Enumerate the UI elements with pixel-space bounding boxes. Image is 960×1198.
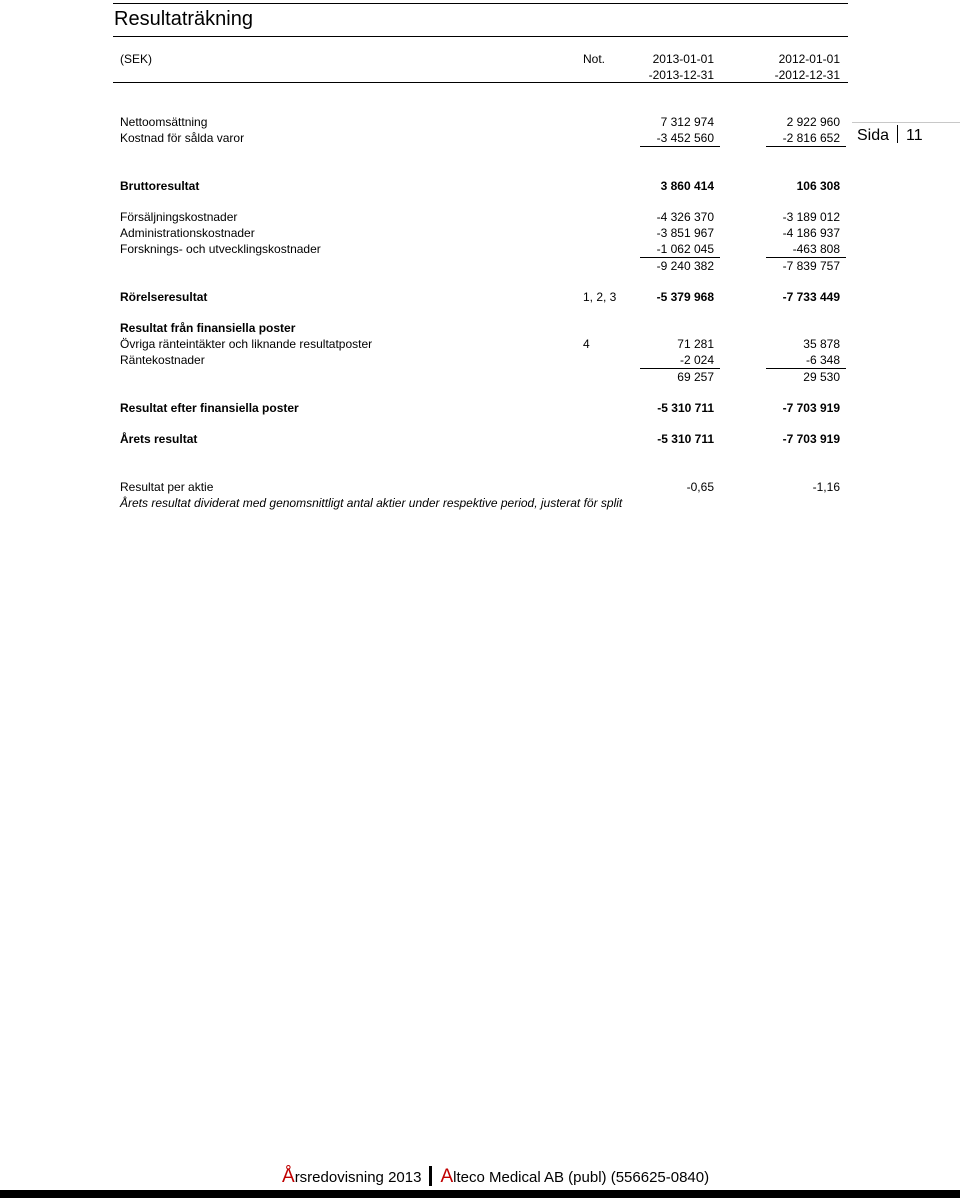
- row-label-forskningskostnader: Forsknings- och utvecklingskostnader: [120, 242, 321, 256]
- note-ref-ranteintakter: 4: [583, 337, 590, 351]
- row-label-arets-resultat: Årets resultat: [120, 432, 198, 446]
- top-rule: [113, 3, 848, 4]
- value-2013-subtotal-costs: -9 240 382: [656, 259, 714, 273]
- value-2013-forskningskostnader: -1 062 045: [656, 242, 714, 256]
- value-2013-resultat-efter-finansiella: -5 310 711: [657, 401, 714, 415]
- title-rule: [113, 36, 848, 37]
- row-label-forsaljningskostnader: Försäljningskostnader: [120, 210, 238, 224]
- per-share-footnote: Årets resultat dividerat med genomsnittligt antal aktier under respektive period, justerat för split: [120, 496, 623, 510]
- value-2012-ranteintakter: 35 878: [803, 337, 840, 351]
- sum-rule: [766, 146, 846, 147]
- value-2012-kostnad: -2 816 652: [782, 131, 840, 145]
- value-2013-rantekostnader: -2 024: [679, 353, 714, 367]
- note-column-header: Not.: [583, 52, 606, 66]
- period-2013-start: 2013-01-01: [652, 52, 714, 66]
- value-2013-rorelseresultat: -5 379 968: [656, 290, 714, 304]
- value-2012-forsaljningskostnader: -3 189 012: [782, 210, 840, 224]
- row-label-ranteintakter: Övriga ränteintäkter och liknande resultatposter: [120, 337, 373, 351]
- value-2012-bruttoresultat: 106 308: [796, 179, 840, 193]
- value-2013-ranteintakter: 71 281: [677, 337, 714, 351]
- footer-company: lteco Medical AB (publ) (556625-0840): [453, 1169, 710, 1186]
- section-heading-financial: Resultat från finansiella poster: [120, 321, 296, 335]
- page-title: Resultaträkning: [114, 8, 253, 30]
- value-2012-forskningskostnader: -463 808: [792, 242, 840, 256]
- footer-initial-a: Å: [282, 1166, 295, 1187]
- row-label-rorelseresultat: Rörelseresultat: [120, 290, 208, 304]
- value-2013-arets-resultat: -5 310 711: [657, 432, 714, 446]
- currency-label: (SEK): [120, 52, 153, 66]
- value-2012-nettoomsattning: 2 922 960: [786, 115, 840, 129]
- footer-separator: [429, 1166, 432, 1186]
- period-2012-end: -2012-12-31: [774, 68, 840, 82]
- note-ref-rorelseresultat: 1, 2, 3: [583, 290, 617, 304]
- footer-bar: [0, 1190, 960, 1198]
- value-2013-nettoomsattning: 7 312 974: [660, 115, 714, 129]
- footer: [282, 1166, 709, 1189]
- value-2012-subtotal-costs: -7 839 757: [782, 259, 840, 273]
- page-number: 11: [906, 127, 923, 144]
- value-2012-resultat-efter-finansiella: -7 703 919: [782, 401, 840, 415]
- value-2013-forsaljningskostnader: -4 326 370: [656, 210, 714, 224]
- footer-initial-b: A: [440, 1166, 454, 1187]
- value-2013-kostnad: -3 452 560: [656, 131, 714, 145]
- period-2012-start: 2012-01-01: [778, 52, 840, 66]
- row-label-bruttoresultat: Bruttoresultat: [120, 179, 200, 193]
- value-2013-subtotal-financial: 69 257: [677, 370, 714, 384]
- value-2012-subtotal-financial: 29 530: [803, 370, 840, 384]
- value-2012-resultat-per-aktie: -1,16: [812, 480, 840, 494]
- value-2012-administrationskostnader: -4 186 937: [782, 226, 840, 240]
- footer-report-title: rsredovisning 2013: [294, 1169, 422, 1186]
- header-rule: [113, 82, 848, 83]
- page-marker-rule: [852, 122, 960, 123]
- value-2012-rantekostnader: -6 348: [805, 353, 840, 367]
- value-2013-bruttoresultat: 3 860 414: [660, 179, 714, 193]
- value-2013-resultat-per-aktie: -0,65: [686, 480, 714, 494]
- row-label-nettoomsattning: Nettoomsättning: [120, 115, 208, 129]
- row-label-rantekostnader: Räntekostnader: [120, 353, 205, 367]
- row-label-kostnad: Kostnad för sålda varor: [120, 131, 245, 145]
- page-marker: [857, 125, 923, 147]
- value-2013-administrationskostnader: -3 851 967: [656, 226, 714, 240]
- period-2013-end: -2013-12-31: [648, 68, 714, 82]
- page-separator: [897, 125, 898, 143]
- row-label-resultat-efter-finansiella: Resultat efter finansiella poster: [120, 401, 299, 415]
- sum-rule: [640, 146, 720, 147]
- value-2012-rorelseresultat: -7 733 449: [782, 290, 840, 304]
- row-label-resultat-per-aktie: Resultat per aktie: [120, 480, 214, 494]
- value-2012-arets-resultat: -7 703 919: [782, 432, 840, 446]
- page-label: Sida: [857, 127, 890, 144]
- row-label-administrationskostnader: Administrationskostnader: [120, 226, 255, 240]
